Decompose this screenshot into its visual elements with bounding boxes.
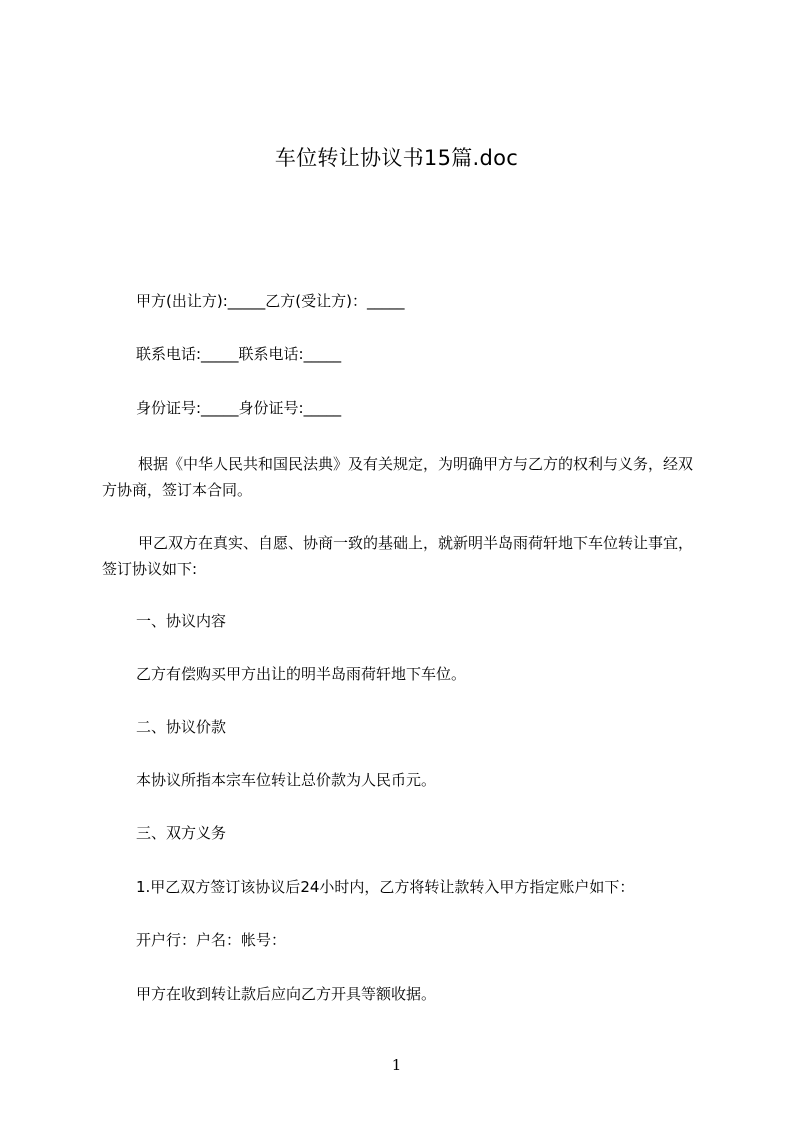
section-heading-content: 一、协议内容 xyxy=(136,612,227,630)
legal-basis-paragraph: 根据《中华人民共和国民法典》及有关规定，为明确甲方与乙方的权利与义务，经双方协商，签订本合同。 xyxy=(102,455,694,499)
party-names-line: 甲方(出让方):_____乙方(受让方)：_____ xyxy=(136,292,405,310)
document-title: 车位转让协议书15篇.doc xyxy=(274,146,519,170)
section-heading-price: 二、协议价款 xyxy=(136,718,227,736)
section-content-text: 乙方有偿购买甲方出让的明半岛雨荷轩地下车位。 xyxy=(136,665,467,683)
bank-account-line: 开户行：户名：帐号： xyxy=(136,931,287,949)
section-heading-obligations: 三、双方义务 xyxy=(136,824,227,842)
phone-line: 联系电话:_____联系电话:_____ xyxy=(136,345,342,363)
section-price-text: 本协议所指本宗车位转让总价款为人民币元。 xyxy=(136,771,437,789)
agreement-intro-paragraph: 甲乙双方在真实、自愿、协商一致的基础上，就新明半岛雨荷轩地下车位转让事宜，签订协议如下: xyxy=(102,534,694,578)
receipt-line: 甲方在收到转让款后应向乙方开具等额收据。 xyxy=(136,985,437,1003)
page-number: 1 xyxy=(391,1056,402,1074)
obligation-item-1: 1.甲乙双方签订该协议后24小时内，乙方将转让款转入甲方指定账户如下： xyxy=(136,878,635,896)
id-number-line: 身份证号:_____身份证号:_____ xyxy=(136,399,342,417)
